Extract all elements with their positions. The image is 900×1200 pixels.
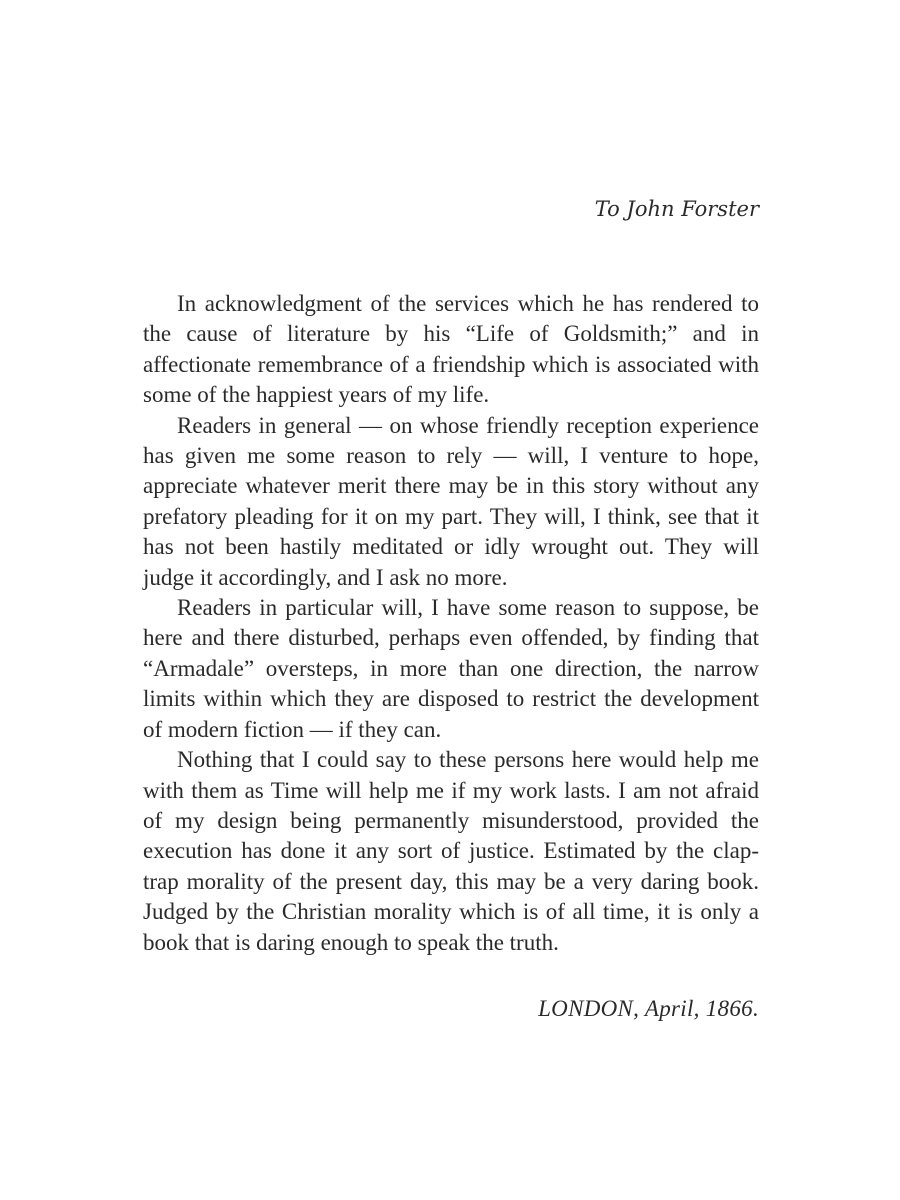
paragraph: In acknowledgment of the services which he has rendered to the cause of literature by his “Life of Goldsmith;” and in affectionate remembrance of a friendship which is associated with some of the happiest years of my life. (143, 291, 759, 408)
dedication-body (143, 289, 759, 958)
dedication-heading: To John Forster (594, 197, 759, 221)
paragraph: Readers in general — on whose friendly reception experience has given me some reason to rely — will, I venture to hope, appreciate whatever merit there may be in this story without any prefatory pleading for it on my part. They will, I think, see that it has not been hastily meditated or idly wrought out. They will judge it accordingly, and I ask no more. (143, 412, 759, 590)
signoff-place-date: LONDON, April, 1866. (538, 996, 759, 1021)
paragraph: Readers in particular will, I have some reason to suppose, be here and there disturbed, perhaps even offended, by finding that “Armadale” oversteps, in more than one direction, the narrow limits within which they are disposed to restrict the development of modern fiction — if they can. (143, 595, 759, 742)
paragraph: Nothing that I could say to these persons here would help me with them as Time will help me if my work lasts. I am not afraid of my design being permanently misunderstood, provided the execution has done it any sort of justice. Estimated by the clap-trap morality of the present day, this may be a very daring book. Judged by the Christian morality which is of all time, it is only a book that is daring enough to speak the truth. (143, 747, 759, 955)
